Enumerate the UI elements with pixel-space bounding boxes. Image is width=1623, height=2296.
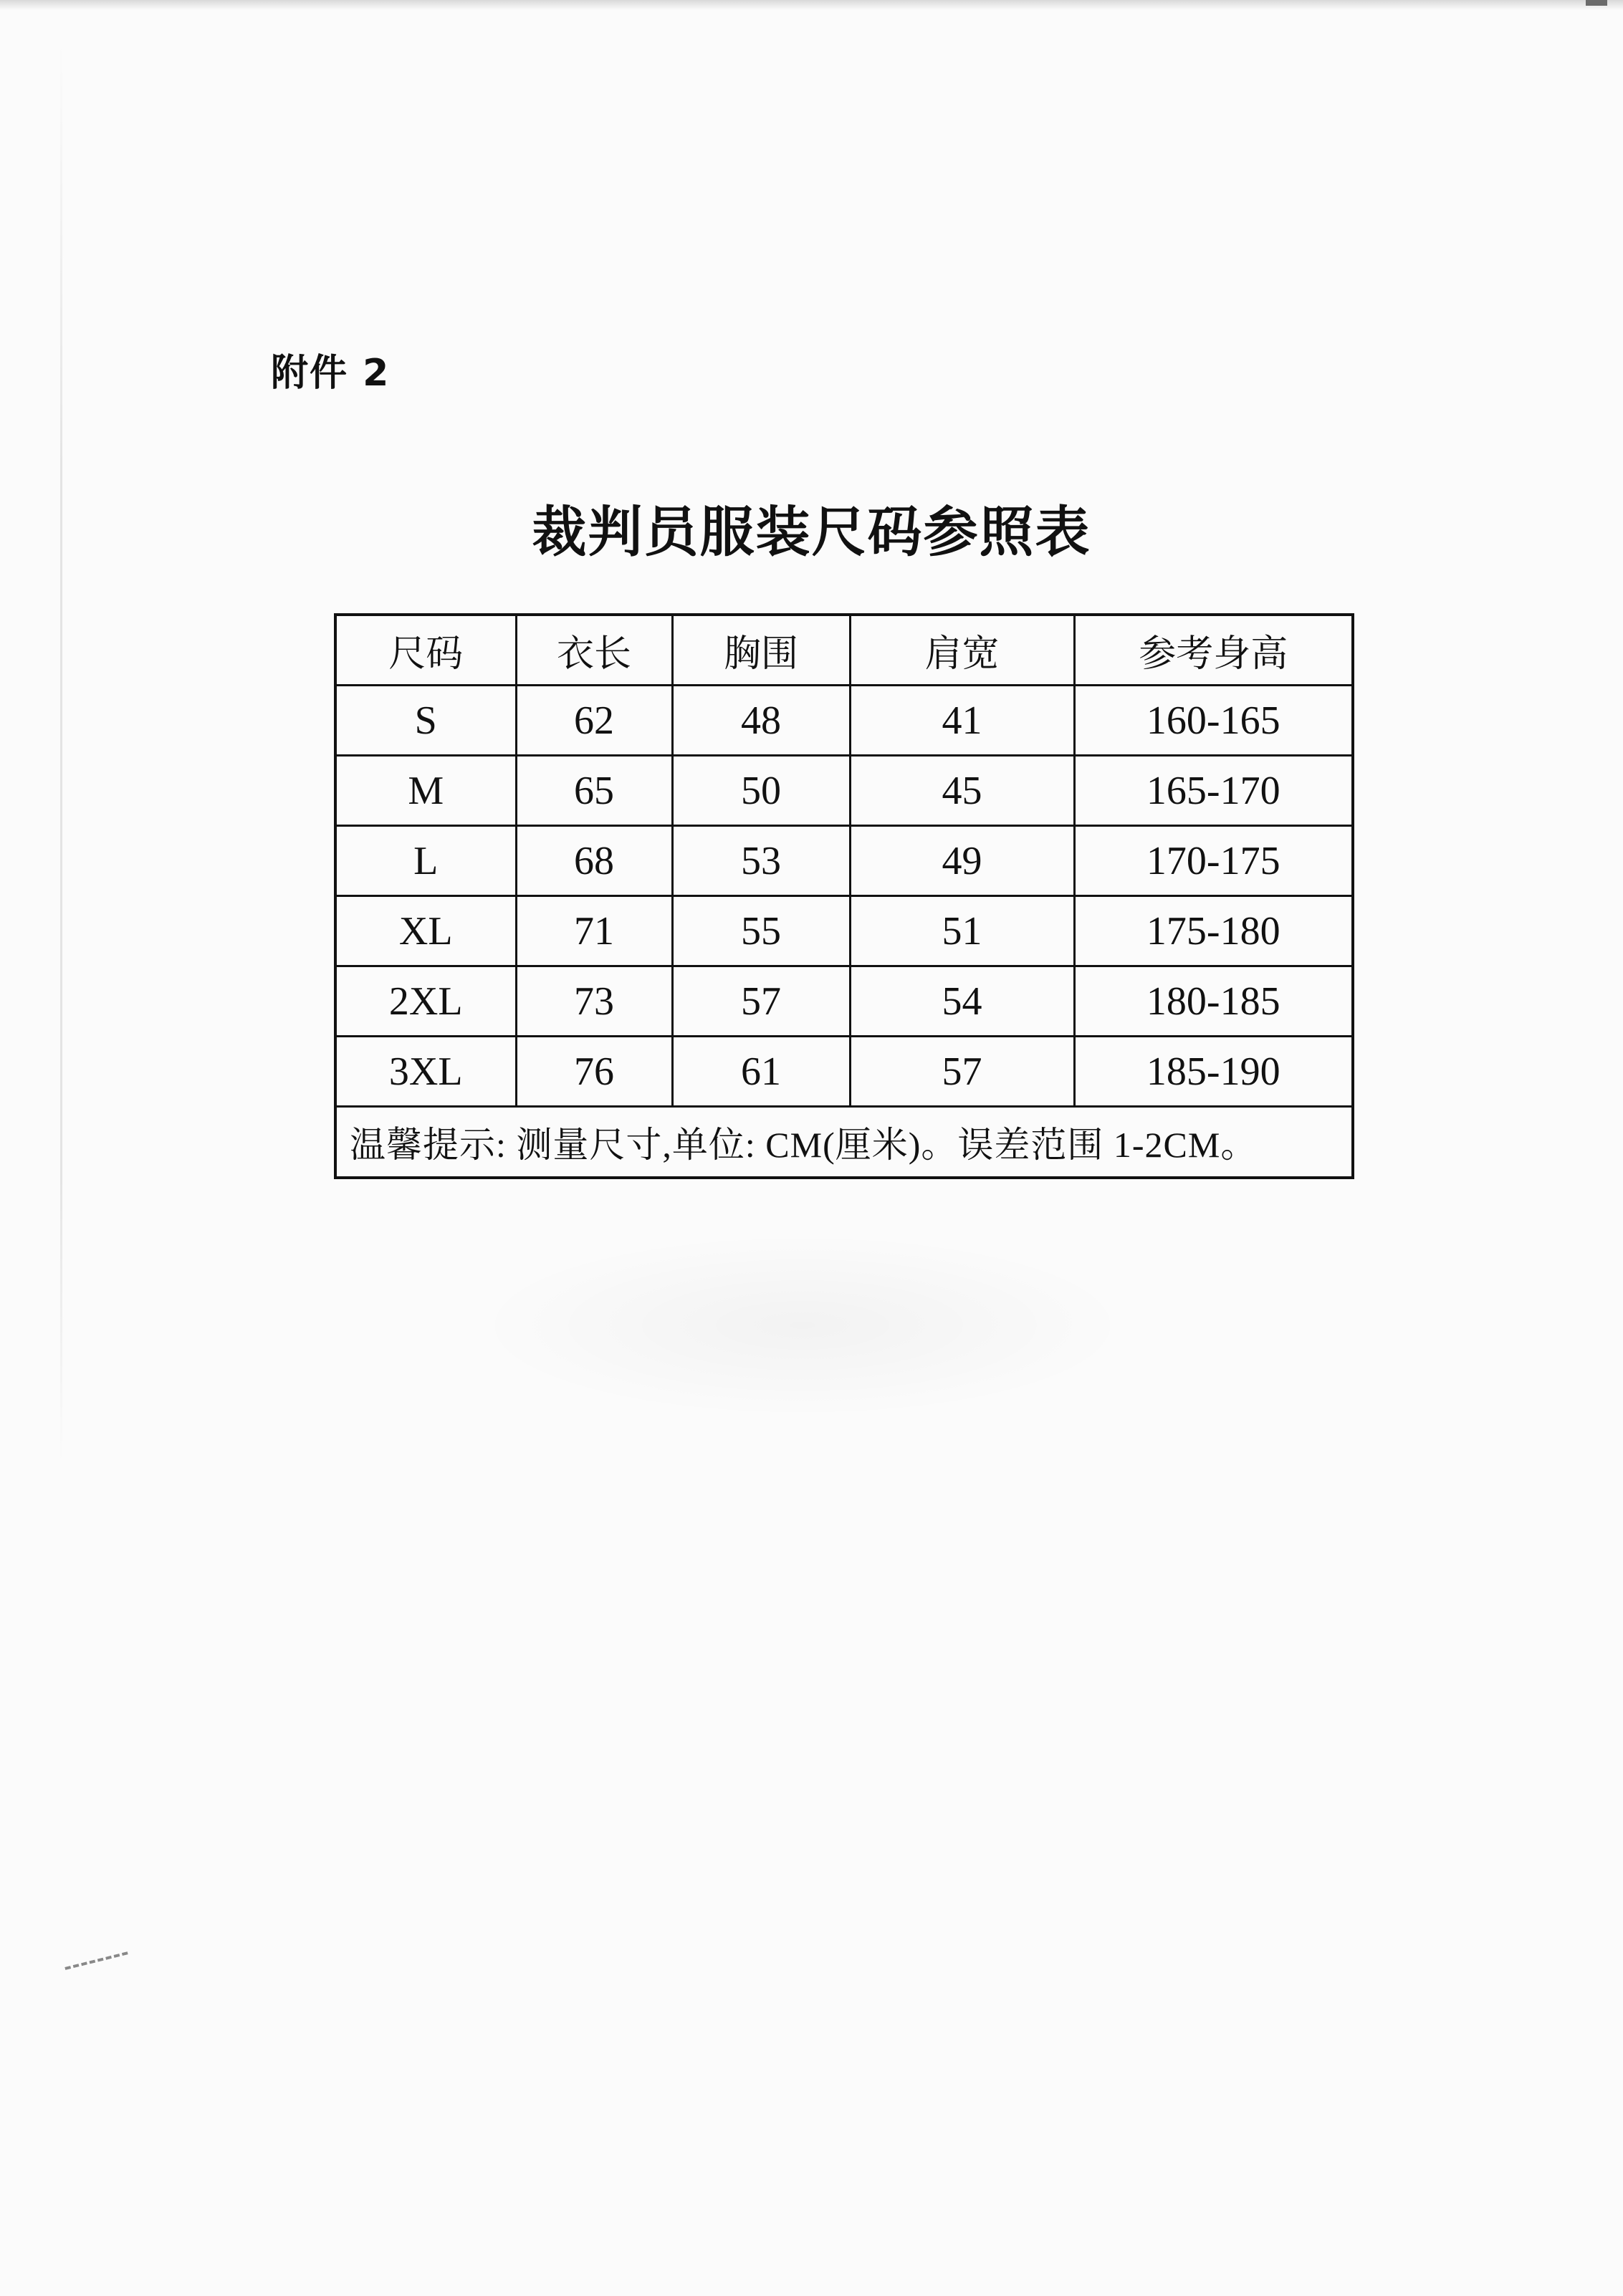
cell-shoulder: 41 — [850, 686, 1074, 756]
cell-size: M — [335, 756, 516, 826]
bleed-through-smudge — [473, 1232, 1132, 1418]
cell-length: 76 — [516, 1037, 672, 1107]
cell-shoulder: 54 — [850, 966, 1074, 1037]
cell-shoulder: 49 — [850, 826, 1074, 896]
scan-corner-mark — [1586, 0, 1607, 6]
cell-chest: 55 — [672, 896, 850, 966]
cell-size: L — [335, 826, 516, 896]
cell-size: 2XL — [335, 966, 516, 1037]
table-row — [335, 756, 1353, 826]
table-note: 温馨提示: 测量尺寸,单位: CM(厘米)。误差范围 1-2CM。 — [335, 1107, 1353, 1178]
cell-length: 73 — [516, 966, 672, 1037]
cell-reference-height: 175-180 — [1074, 896, 1353, 966]
header-reference-height: 参考身高 — [1074, 615, 1353, 686]
header-chest: 胸围 — [672, 615, 850, 686]
scan-edge-left — [60, 43, 62, 1461]
header-shoulder: 肩宽 — [850, 615, 1074, 686]
table-header-row — [335, 615, 1353, 686]
cell-length: 62 — [516, 686, 672, 756]
scan-edge-top — [0, 0, 1623, 10]
cell-size: 3XL — [335, 1037, 516, 1107]
size-reference-table — [334, 613, 1354, 1179]
table-row — [335, 826, 1353, 896]
cell-shoulder: 45 — [850, 756, 1074, 826]
cell-chest: 57 — [672, 966, 850, 1037]
cell-length: 68 — [516, 826, 672, 896]
header-size: 尺码 — [335, 615, 516, 686]
cell-chest: 50 — [672, 756, 850, 826]
cell-chest: 48 — [672, 686, 850, 756]
attachment-label: 附件 2 — [271, 352, 391, 395]
cell-shoulder: 57 — [850, 1037, 1074, 1107]
table-row — [335, 896, 1353, 966]
cell-chest: 61 — [672, 1037, 850, 1107]
stray-pen-mark — [64, 1951, 128, 1973]
cell-chest: 53 — [672, 826, 850, 896]
table-row — [335, 686, 1353, 756]
cell-reference-height: 160-165 — [1074, 686, 1353, 756]
cell-reference-height: 170-175 — [1074, 826, 1353, 896]
cell-reference-height: 180-185 — [1074, 966, 1353, 1037]
cell-reference-height: 165-170 — [1074, 756, 1353, 826]
table-row — [335, 1037, 1353, 1107]
table-note-row — [335, 1107, 1353, 1178]
cell-length: 65 — [516, 756, 672, 826]
cell-shoulder: 51 — [850, 896, 1074, 966]
table-row — [335, 966, 1353, 1037]
cell-size: XL — [335, 896, 516, 966]
page-title: 裁判员服装尺码参照表 — [532, 500, 1091, 564]
header-length: 衣长 — [516, 615, 672, 686]
cell-size: S — [335, 686, 516, 756]
cell-reference-height: 185-190 — [1074, 1037, 1353, 1107]
cell-length: 71 — [516, 896, 672, 966]
